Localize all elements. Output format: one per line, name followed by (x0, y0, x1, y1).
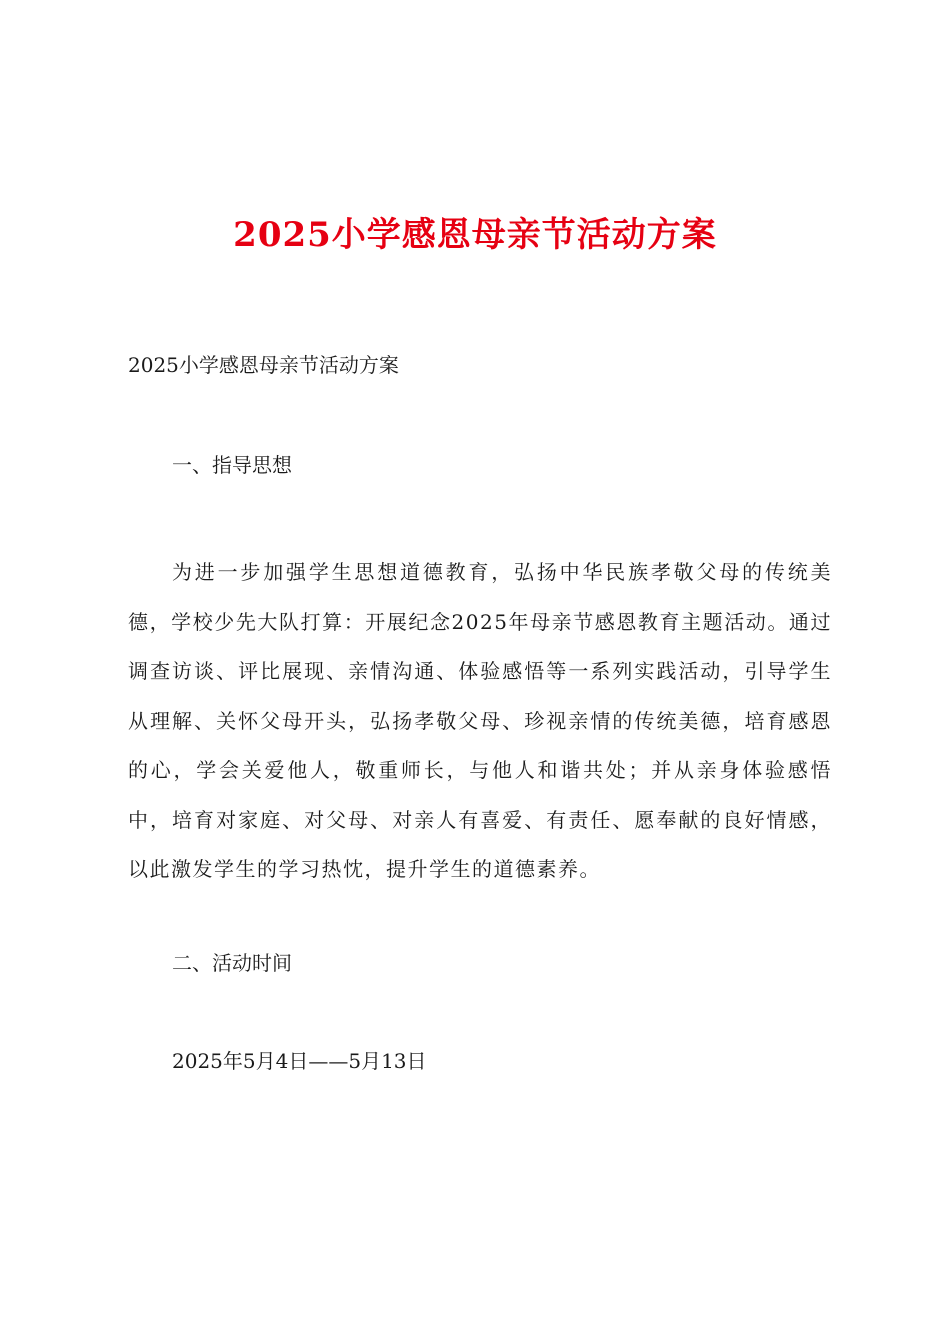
section-heading-activity-time: 二、活动时间 (172, 951, 292, 975)
activity-date-range: 2025年5月4日——5月13日 (172, 1049, 427, 1073)
document-title: 2025小学感恩母亲节活动方案 (233, 215, 717, 255)
document-subtitle: 2025小学感恩母亲节活动方案 (128, 353, 399, 377)
section-heading-guiding-ideology: 一、指导思想 (172, 453, 292, 477)
section-body-guiding-ideology: 为进一步加强学生思想道德教育，弘扬中华民族孝敬父母的传统美德，学校少先大队打算：开展纪念2025年母亲节感恩教育主题活动。通过调查访谈、评比展现、亲情沟通、体验感悟等一系列实践活动，引导学生从理解、关怀父母开头，弘扬孝敬父母、珍视亲情的传统美德，培育感恩的心，学会关爱他人，敬重师长，与他人和谐共处；并从亲身体验感悟中，培育对家庭、对父母、对亲人有喜爱、有责任、愿奉献的良好情感，以此激发学生的学习热忱，提升学生的道德素养。 (128, 560, 832, 881)
